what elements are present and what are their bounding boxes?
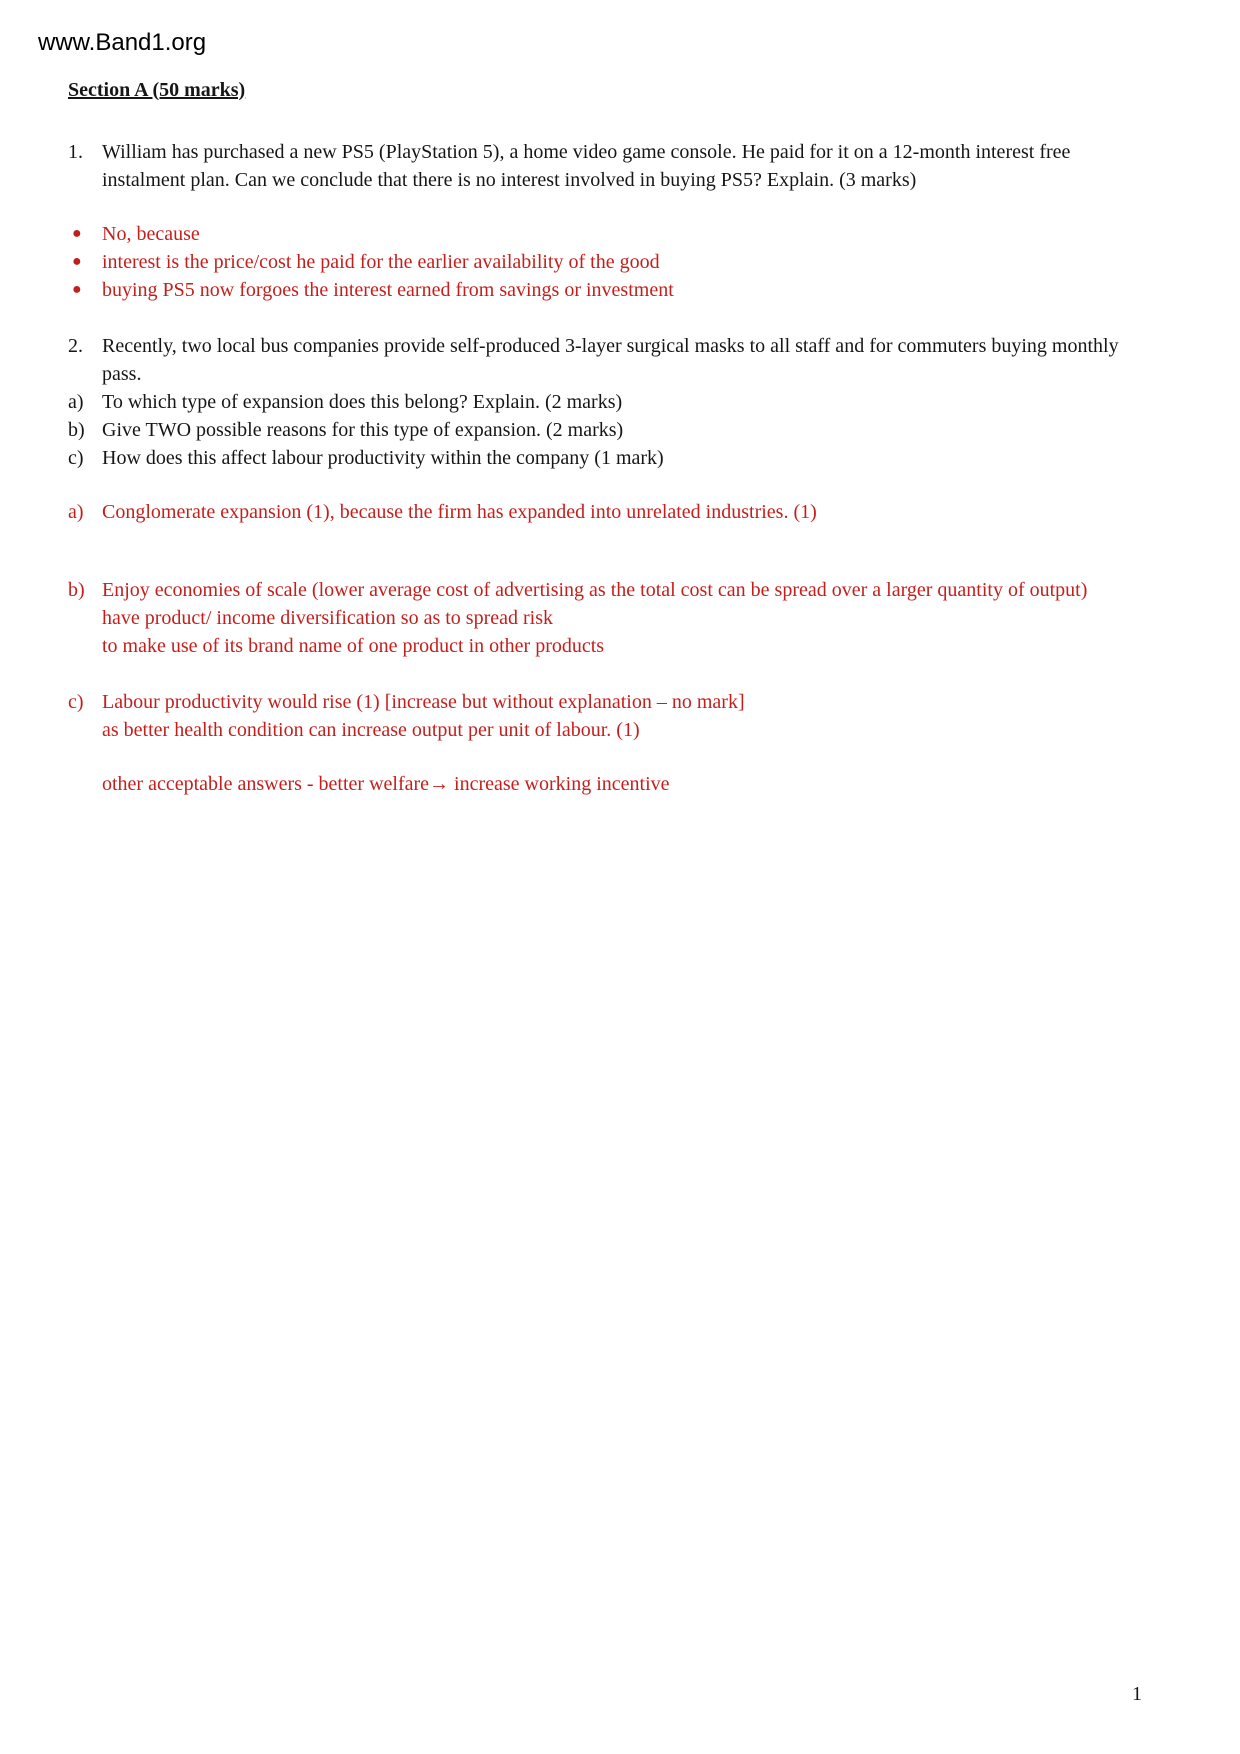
answer-text: No, because <box>102 222 200 245</box>
question-2-intro <box>68 332 1140 388</box>
answer-2b-text <box>102 576 1140 660</box>
question-1-answers <box>68 220 1140 304</box>
question-2-part-b <box>68 416 1140 444</box>
question-2 <box>68 332 1140 472</box>
answer-bullet <box>68 248 1140 276</box>
part-c-label: c) <box>68 446 84 469</box>
answer-2b-label: b) <box>68 578 85 601</box>
answer-bullet <box>68 276 1140 304</box>
answer-other-text: other acceptable answers - better welfare→ increase working incentive <box>102 772 670 795</box>
bullet-icon: ● <box>72 252 82 270</box>
bullet-icon: ● <box>72 280 82 298</box>
part-a-label: a) <box>68 390 84 413</box>
page-number: 1 <box>1132 1683 1142 1705</box>
question-2-part-a <box>68 388 1140 416</box>
answer-2c-line-1: Labour productivity would rise (1) [increase but without explanation – no mark] <box>102 690 745 713</box>
answer-text: buying PS5 now forgoes the interest earned from savings or investment <box>102 278 674 301</box>
answer-2b-line-2: have product/ income diversification so as to spread risk <box>102 606 553 629</box>
part-a-text: To which type of expansion does this belong? Explain. (2 marks) <box>102 390 623 413</box>
question-2-intro-text: Recently, two local bus companies provide self-produced 3-layer surgical masks to all staff and for commuters buying monthly pass. <box>102 334 1119 385</box>
site-watermark: www.Band1.org <box>38 29 207 56</box>
section-heading: Section A (50 marks) <box>68 78 246 101</box>
answer-other-acceptable <box>68 770 1140 798</box>
answer-text: interest is the price/cost he paid for the earlier availability of the good <box>102 250 660 273</box>
part-b-label: b) <box>68 418 85 441</box>
answer-2a <box>68 498 1140 526</box>
part-c-text: How does this affect labour productivity within the company (1 mark) <box>102 446 664 469</box>
question-1-text: William has purchased a new PS5 (PlayStation 5), a home video game console. He paid for it on a 12-month interest free instalment plan. Can we conclude that there is no interest involved in buying PS5? Explain. (3 marks) <box>102 140 1071 191</box>
answer-2b <box>68 576 1140 660</box>
answer-2c-line-2: as better health condition can increase output per unit of labour. (1) <box>102 718 640 741</box>
answer-bullet <box>68 220 1140 248</box>
answer-2b-line-3: to make use of its brand name of one product in other products <box>102 634 605 657</box>
answer-2c <box>68 688 1140 744</box>
answer-2a-label: a) <box>68 500 84 523</box>
answer-2c-text <box>102 688 1140 744</box>
question-2-part-c <box>68 444 1140 472</box>
answer-2b-line-1: Enjoy economies of scale (lower average cost of advertising as the total cost can be spread over a larger quantity of output) <box>102 578 1088 601</box>
answer-2c-label: c) <box>68 690 84 713</box>
question-1 <box>68 138 1140 194</box>
question-2-number: 2. <box>68 334 83 357</box>
answer-2a-text: Conglomerate expansion (1), because the firm has expanded into unrelated industries. (1) <box>102 500 817 523</box>
bullet-icon: ● <box>72 224 82 242</box>
part-b-text: Give TWO possible reasons for this type of expansion. (2 marks) <box>102 418 624 441</box>
question-1-number: 1. <box>68 140 83 163</box>
